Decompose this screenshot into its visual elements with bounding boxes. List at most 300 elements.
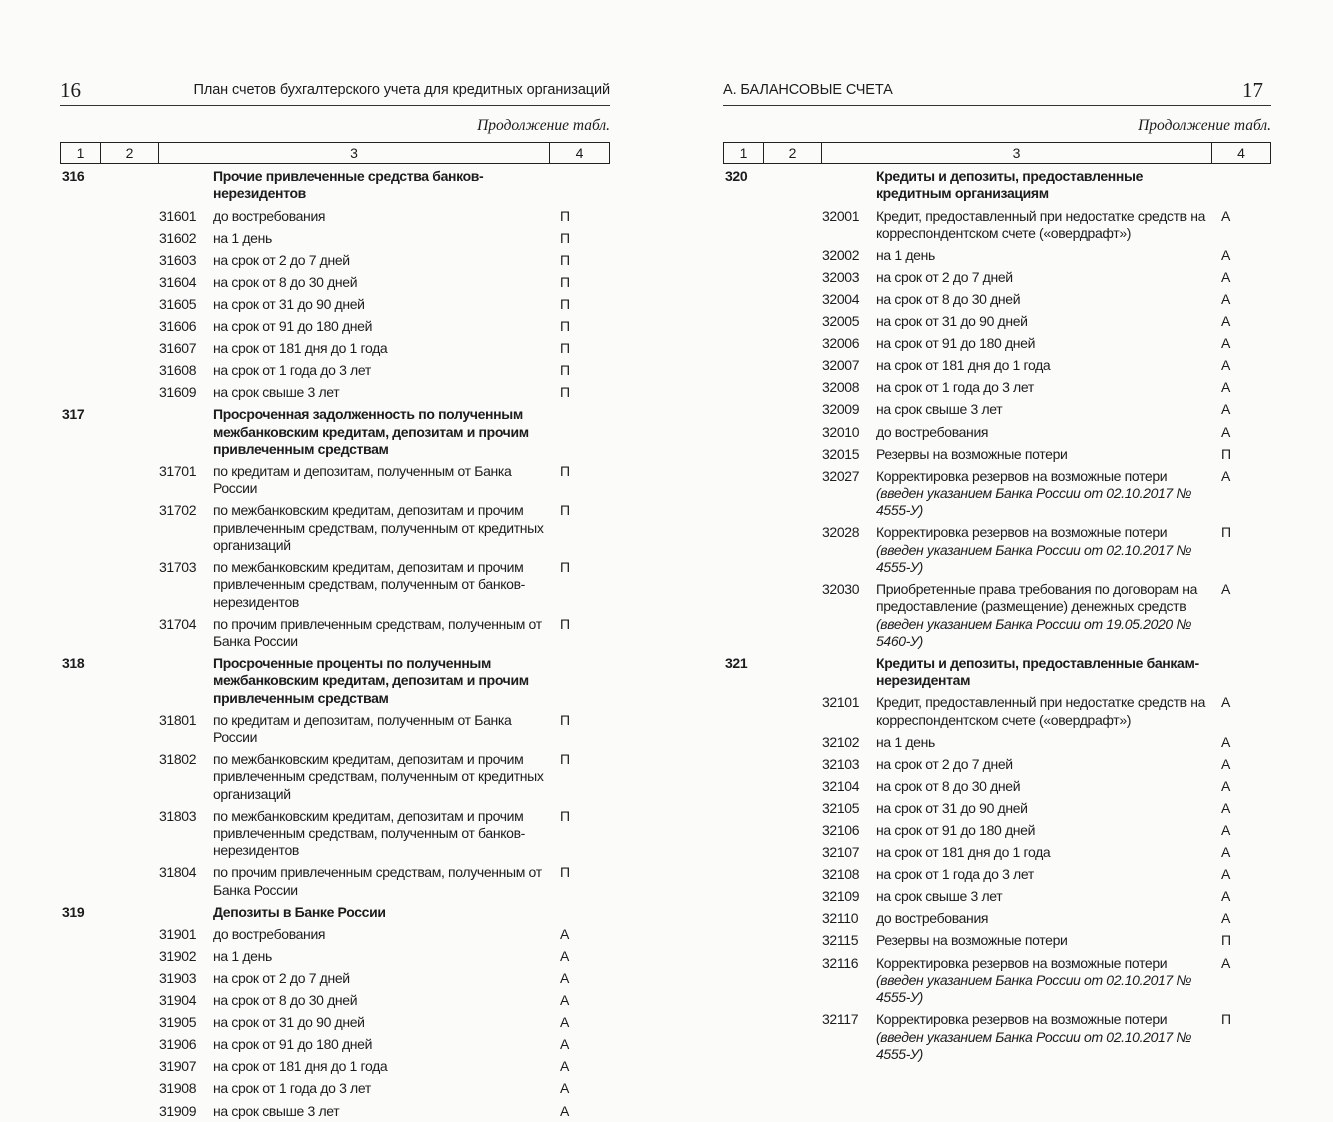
description-text: по прочим привлеченным средствам, полученным от Банка России [213,864,542,898]
account-row [60,250,610,272]
account-description [213,252,556,269]
account-description [876,524,1215,576]
group-number [723,424,774,441]
account-type: А [1221,313,1230,330]
running-head [60,76,610,106]
description-text: до востребования [213,207,326,224]
description-text: на срок от 8 до 30 дней [213,273,358,290]
account-group-row [60,902,610,924]
group-number [60,318,111,335]
account-description [876,168,1215,203]
account-row [60,946,610,968]
account-type: П [560,615,570,632]
account-type: А [1221,423,1230,440]
amendment-note: (введен указанием Банка России от 02.10.2017 № 4555-У) [876,971,1192,1006]
account-type: А [1221,335,1230,352]
description-text: на срок от 181 дня до 1 года [213,340,388,357]
account-number: 32116 [822,954,859,971]
account-type [556,655,610,707]
account-description [876,932,1215,949]
description-text: Прочие привлеченные средства банков-нерезидентов [213,168,484,202]
account-number: 31907 [159,1058,197,1075]
account-type: А [560,925,569,942]
account-number: 32004 [822,291,860,308]
account-row [723,267,1271,289]
account-type: А [1221,694,1230,711]
group-number [723,291,774,308]
account-description [876,844,1215,861]
description-text: Депозиты в Банке России [213,903,386,920]
account-type: А [560,1102,569,1119]
group-number [723,208,774,243]
account-description [876,955,1215,1007]
account-description [876,379,1215,396]
description-text: на 1 день [876,246,935,263]
account-row [60,613,610,652]
account-type: П [560,751,570,768]
amendment-note: (введен указанием Банка России от 19.05.2020 № 5460-У) [876,615,1192,649]
description-text: на срок от 1 года до 3 лет [876,866,1034,883]
account-row [723,421,1271,443]
account-group-row [60,653,610,710]
group-number [723,932,774,949]
account-number: 31606 [159,317,197,334]
account-number [111,168,213,203]
account-description [213,362,556,379]
account-type: А [1221,822,1230,839]
column-header-3: 3 [159,143,550,163]
account-row [723,776,1271,798]
account-number: 32003 [822,269,860,286]
account-description [213,992,556,1009]
account-number [774,655,876,690]
account-description [213,463,556,498]
description-text: на срок от 2 до 7 дней [876,269,1013,286]
group-number [60,362,111,379]
description-text: на срок от 91 до 180 дней [213,1036,373,1053]
account-type: П [560,295,570,312]
account-description [876,291,1215,308]
description-text: на 1 день [213,229,272,246]
account-row [723,289,1271,311]
account-row [723,842,1271,864]
account-number: 31802 [159,751,197,768]
account-number [111,655,213,707]
account-row [60,862,610,901]
group-number [60,230,111,247]
account-number: 32108 [822,866,860,883]
account-type: А [560,992,569,1009]
page-number: 16 [60,78,81,102]
account-number: 31608 [159,362,197,379]
account-row [60,500,610,557]
account-row [723,1009,1271,1066]
description-text: на срок свыше 3 лет [213,1102,340,1119]
account-row [723,952,1271,1009]
account-row [723,466,1271,523]
account-type: А [1221,269,1230,286]
account-description [876,756,1215,773]
account-type: П [560,251,570,268]
group-number [60,926,111,943]
column-header-1: 1 [61,143,101,163]
account-description [876,866,1215,883]
description-text: Просроченные проценты по полученным межбанковским кредитам, депозитам и прочим привлеченным средствам [213,655,529,706]
group-number: 316 [62,168,85,185]
account-description [876,910,1215,927]
account-description [876,800,1215,817]
column-header-2: 2 [764,143,822,163]
account-number [774,168,876,203]
column-header-4: 4 [1237,145,1245,161]
group-number [60,1103,111,1120]
account-description [876,424,1215,441]
account-number: 31909 [159,1102,197,1119]
account-number: 31901 [159,925,197,942]
account-number: 32101 [822,694,860,711]
account-type: А [560,1058,569,1075]
account-row [723,377,1271,399]
account-type: П [560,384,570,401]
description-text: на срок от 8 до 30 дней [876,291,1021,308]
account-row [723,245,1271,267]
account-number: 31906 [159,1036,197,1053]
description-text: Корректировка резервов на возможные потери [876,954,1168,971]
account-number [111,904,213,921]
description-text: на срок от 8 до 30 дней [213,992,358,1009]
description-text: до востребования [876,423,989,440]
account-number: 32117 [822,1011,859,1028]
account-description [213,340,556,357]
description-text: Корректировка резервов на возможные потери [876,1011,1168,1028]
header-rule [723,105,1271,106]
account-type: А [560,1014,569,1031]
description-text: до востребования [213,925,326,942]
account-row [723,864,1271,886]
account-type: А [1221,581,1230,598]
account-type: П [560,340,570,357]
account-number: 31703 [159,558,197,575]
account-type: А [1221,888,1230,905]
description-text: до востребования [876,910,989,927]
group-number [60,384,111,401]
account-row [60,1012,610,1034]
description-text: на срок от 181 дня до 1 года [213,1058,388,1075]
group-number [723,822,774,839]
account-type: П [1221,445,1231,462]
account-row [60,205,610,227]
account-description [213,502,556,554]
account-description [876,822,1215,839]
account-row [60,806,610,863]
account-description [876,888,1215,905]
account-description [213,970,556,987]
amendment-note: (введен указанием Банка России от 02.10.2017 № 4555-У) [876,1028,1192,1062]
group-number [723,269,774,286]
account-type: П [560,229,570,246]
description-text: на срок от 31 до 90 дней [876,313,1028,330]
account-description [876,581,1215,650]
account-number: 31803 [159,807,197,824]
group-number [723,955,774,1007]
header-rule [60,105,610,106]
description-text: на срок от 1 года до 3 лет [213,362,371,379]
account-number: 32109 [822,888,860,905]
account-row [60,227,610,249]
account-description [876,655,1215,690]
account-row [60,382,610,404]
account-row [60,1100,610,1122]
description-text: по кредитам и депозитам, полученным от Банка России [213,462,512,497]
account-type: А [1221,246,1230,263]
account-number: 32002 [822,246,860,263]
group-number [60,502,111,554]
column-header-4: 4 [575,145,584,161]
account-type [1215,655,1271,690]
account-description [213,808,556,860]
description-text: Резервы на возможные потери [876,445,1068,462]
group-number [60,864,111,899]
group-number [60,992,111,1009]
account-type: А [1221,357,1230,374]
group-number: 320 [725,168,748,185]
right-page [723,0,1271,1080]
account-description [876,313,1215,330]
account-type: А [1221,844,1230,861]
description-text: по межбанковским кредитам, депозитам и прочим привлеченным средствам, полученным от кредитных организаций [213,502,544,553]
account-row [60,968,610,990]
account-type: П [560,317,570,334]
account-row [723,908,1271,930]
account-type: А [560,947,569,964]
account-description [213,864,556,899]
account-number: 31601 [159,207,197,224]
group-number [723,694,774,729]
group-number [60,970,111,987]
account-type: П [1221,1011,1231,1028]
group-number [60,712,111,747]
account-description [213,655,556,707]
account-description [213,1103,556,1120]
account-type: П [560,462,570,479]
account-row [723,355,1271,377]
page-number: 17 [1242,78,1263,102]
account-number: 31701 [159,462,197,479]
description-text: на срок от 2 до 7 дней [213,251,350,268]
account-number: 32027 [822,467,860,484]
account-group-row [60,404,610,461]
amendment-note: (введен указанием Банка России от 02.10.2017 № 4555-У) [876,541,1192,575]
account-row [723,732,1271,754]
account-row [723,692,1271,731]
account-row [60,461,610,500]
description-text: на срок от 1 года до 3 лет [213,1080,371,1097]
continued-label: Продолжение табл. [1138,117,1271,134]
description-text: на срок от 31 до 90 дней [876,800,1028,817]
account-row [60,316,610,338]
account-type: А [1221,207,1230,224]
account-description [213,948,556,965]
description-text: на срок от 91 до 180 дней [876,335,1036,352]
group-number: 321 [725,655,748,672]
account-description [876,778,1215,795]
account-description [213,1080,556,1097]
account-type: А [1221,467,1230,484]
account-type: А [1221,401,1230,418]
account-type: П [560,711,570,728]
description-text: на срок от 31 до 90 дней [213,1014,365,1031]
group-number [723,1011,774,1063]
account-type: А [1221,866,1230,883]
description-text: Просроченная задолженность по полученным межбанковским кредитам, депозитам и прочим привлеченным средствам [213,406,529,457]
account-number: 32103 [822,755,860,772]
account-description [213,230,556,247]
description-text: на 1 день [213,947,272,964]
account-number: 32028 [822,524,860,541]
account-number: 32008 [822,379,860,396]
group-number [723,910,774,927]
description-text: на срок от 1 года до 3 лет [876,379,1034,396]
account-type: П [560,273,570,290]
accounts-table [60,166,610,1122]
group-number [723,581,774,650]
group-number [60,751,111,803]
group-number [60,1080,111,1097]
group-number [723,357,774,374]
account-number: 32115 [822,932,859,949]
account-row [723,754,1271,776]
account-row [723,311,1271,333]
account-description [213,926,556,943]
group-number [60,274,111,291]
description-text: по прочим привлеченным средствам, полученным от Банка России [213,615,542,649]
account-description [213,318,556,335]
group-number [60,1058,111,1075]
account-type: А [560,970,569,987]
account-description [213,274,556,291]
account-description [213,406,556,458]
group-number [723,379,774,396]
account-row [60,1056,610,1078]
group-number: 318 [62,655,85,672]
description-text: на срок от 91 до 180 дней [876,822,1036,839]
account-number: 31902 [159,947,197,964]
description-text: Резервы на возможные потери [876,932,1068,949]
account-number: 31609 [159,384,197,401]
description-text: на срок от 181 дня до 1 года [876,357,1051,374]
account-description [213,1014,556,1031]
account-number: 31904 [159,992,197,1009]
account-description [876,247,1215,264]
account-type [556,168,610,203]
group-number [60,340,111,357]
group-number [723,844,774,861]
account-description [876,335,1215,352]
account-number: 31801 [159,711,197,728]
account-number: 31702 [159,502,197,519]
group-number [723,756,774,773]
description-text: на срок свыше 3 лет [213,384,340,401]
account-row [723,333,1271,355]
description-text: на срок от 2 до 7 дней [213,970,350,987]
group-number [60,948,111,965]
account-description [213,712,556,747]
account-type: А [1221,800,1230,817]
account-type [556,406,610,458]
group-number [60,208,111,225]
description-text: по межбанковским кредитам, депозитам и прочим привлеченным средствам, полученным от банков-нерезидентов [213,558,525,610]
account-number: 32104 [822,777,860,794]
account-description [213,559,556,611]
column-header-3: 3 [822,143,1212,163]
description-text: Корректировка резервов на возможные потери [876,467,1168,484]
group-number [723,888,774,905]
account-description [213,1036,556,1053]
account-description [876,694,1215,729]
account-description [213,616,556,651]
account-type: П [560,558,570,575]
description-text: на срок свыше 3 лет [876,401,1003,418]
group-number [723,524,774,576]
account-description [876,446,1215,463]
account-description [213,296,556,313]
group-number [723,468,774,520]
account-description [213,208,556,225]
account-number: 31602 [159,229,197,246]
account-number [111,406,213,458]
table-header [723,142,1271,164]
account-row [60,749,610,806]
account-type: П [1221,932,1231,949]
account-type: А [1221,954,1230,971]
account-number: 32010 [822,423,860,440]
account-type: П [560,807,570,824]
account-description [876,357,1215,374]
account-row [723,205,1271,244]
account-type: А [1221,733,1230,750]
description-text: Приобретенные права требования по договорам на предоставление (размещение) денежных средств [876,581,1198,615]
account-number: 31604 [159,273,197,290]
group-number [723,401,774,418]
accounts-table [723,166,1271,1066]
account-number: 32015 [822,445,860,462]
column-header-1: 1 [724,143,764,163]
account-row [723,886,1271,908]
running-title: А. БАЛАНСОВЫЕ СЧЕТА [723,82,893,98]
account-description [213,751,556,803]
description-text: на срок от 31 до 90 дней [213,295,365,312]
running-title: План счетов бухгалтерского учета для кредитных организаций [193,82,610,98]
description-text: на 1 день [876,733,935,750]
description-text: на срок свыше 3 лет [876,888,1003,905]
account-row [723,820,1271,842]
group-number [60,1014,111,1031]
account-description [876,269,1215,286]
account-number: 31908 [159,1080,197,1097]
description-text: Кредит, предоставленный при недостатке средств на корреспондентском счете («овердрафт») [876,207,1206,241]
account-row [723,443,1271,465]
group-number: 319 [62,903,85,920]
group-number [723,800,774,817]
account-number: 32009 [822,401,860,418]
account-type: А [1221,291,1230,308]
group-number [60,616,111,651]
group-number [60,808,111,860]
description-text: Корректировка резервов на возможные потери [876,524,1168,541]
account-row [723,522,1271,579]
account-number: 32105 [822,800,860,817]
account-description [213,168,556,203]
